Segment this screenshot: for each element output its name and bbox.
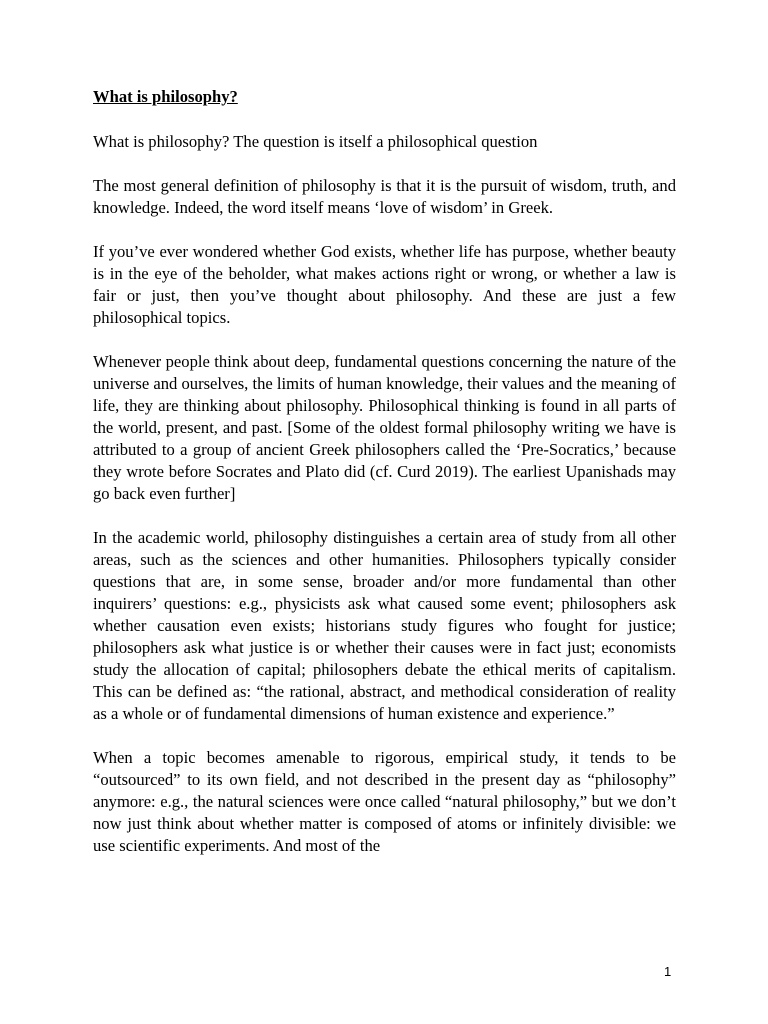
paragraph-4: Whenever people think about deep, fundamental questions concerning the nature of the universe and ourselves, the limits of human knowledge, their values and the meaning of life, they are thinking about philosophy. Philosophical thinking is found in all parts of the world, present, and past. [Some of the oldest formal philosophy writing we have is attributed to a group of ancient Greek philosophers called the ‘Pre-Socratics,’ because they wrote before Socrates and Plato did (cf. Curd 2019). The earliest Upanishads may go back even further]	[93, 352, 676, 503]
page-number: 1	[664, 964, 672, 979]
page-title: What is philosophy?	[93, 87, 238, 106]
paragraph-2: The most general definition of philosophy is that it is the pursuit of wisdom, truth, and knowledge. Indeed, the word itself means ‘love of wisdom’ in Greek.	[93, 176, 676, 217]
page-content	[93, 86, 676, 879]
paragraph-6: When a topic becomes amenable to rigorous, empirical study, it tends to be “outsourced” to its own field, and not described in the present day as “philosophy” anymore: e.g., the natural sciences were once called “natural philosophy,” but we don’t now just think about whether matter is composed of atoms or infinitely divisible: we use scientific experiments. And most of the	[93, 748, 676, 855]
paragraph-3: If you’ve ever wondered whether God exists, whether life has purpose, whether beauty is in the eye of the beholder, what makes actions right or wrong, or whether a law is fair or just, then you’ve thought about philosophy. And these are just a few philosophical topics.	[93, 242, 676, 327]
paragraph-1: What is philosophy? The question is itself a philosophical question	[93, 132, 538, 151]
paragraph-5: In the academic world, philosophy distinguishes a certain area of study from all other areas, such as the sciences and other humanities. Philosophers typically consider questions that are, in some sense, broader and/or more fundamental than other inquirers’ questions: e.g., physicists ask what caused some event; philosophers ask whether causation even exists; historians study figures who fought for justice; philosophers ask what justice is or whether their causes were in fact just; economists study the allocation of capital; philosophers debate the ethical merits of capitalism. This can be defined as: “the rational, abstract, and methodical consideration of reality as a whole or of fundamental dimensions of human existence and experience.”	[93, 528, 676, 723]
